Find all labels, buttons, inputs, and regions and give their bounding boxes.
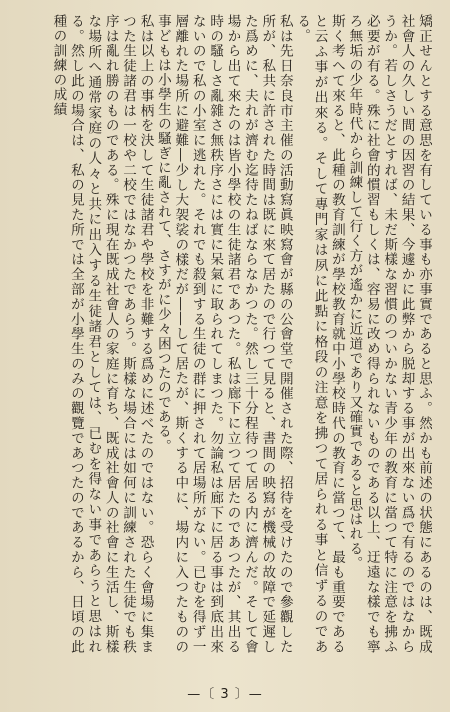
paragraph: 私は先日奈良市主催の活動寫眞映寫會が縣の公會堂で開催された際、招待を受けたので參觀した所が、私共に許された時間は既に來て居たので行つて見ると、書間の映寫が機械の故障で延遲した爲めに、夫れが濟む迄待たねばならなかつた。然し三十分程待つて居る内に濟んだ。そして會場から出て來たのは皆小學校の生徒諸君であつた。私は廊下に立つて居たのであつたが、其出る時の騷しさ亂雜さ無秩序さには實に呆氣に取られてしまつた。勿論私は廊下に居る事は到底出來ないので私の小室に逃れた。それでも殺到する生徒の群に押されて居場所がない。已むを得ず一層離れた場所に避難―少し大袈裟の樣だが――して居たが、斯くする中に、場内に入つたものの事どもは小學生の騷ぎに亂されて、さすがに少々困つたのである。 [154, 14, 293, 654]
page-number: —〔 3 〕— [187, 687, 263, 702]
paragraph: 矯正せんとする意思を有している事も亦事實であると思ふ。然かも前述の状態にあるのは、既成社會人の久しい間の因習の結果、今遽かに此弊から脱却する事が出來ない爲で有るのではなからうか。若しさうだとすれば、未だ斯樣な習慣のついかない青少年の教育に當つて特に注意を拂ふ必要が有る。殊に社會的慣習もしくは、容易に改め得られないものである以上、迂遠な樣でも寧ろ無垢の少年時代から訓練して行く方が遙かに近道であり又確實であると思はれる。 [346, 14, 432, 654]
paragraph: 斯く考へて來ると、此種の教育訓練が學校教育就中小學校時代の教育に當つて、最も重要であると云ふ事が出來る。そして專門家は夙に此點に格段の注意を拂つて居られる事と信ずるのである。 [294, 14, 345, 654]
body-text [18, 14, 432, 654]
paragraph: 私は以上の事柄を決して生徒諸君や學校を非難する爲めに述べたのではない。恐らく會場に集まつた生徒諸君は一校や二校ではなかつたであらう。斯樣な場合には如何に訓練された生徒でも秩序は亂れ勝のものである。殊に現在既成社會人の家庭に育ち、既成社會人の社會に生活し、斯樣な場所へ通常家庭の人々と共に出入する生徒諸君としては、已むを得ない事であらうと思はれる。然し此の場合は、私の見た所では全部が小學生のみの觀覽であつたのであるから、日頃の此種の訓練の成績 [50, 14, 154, 654]
